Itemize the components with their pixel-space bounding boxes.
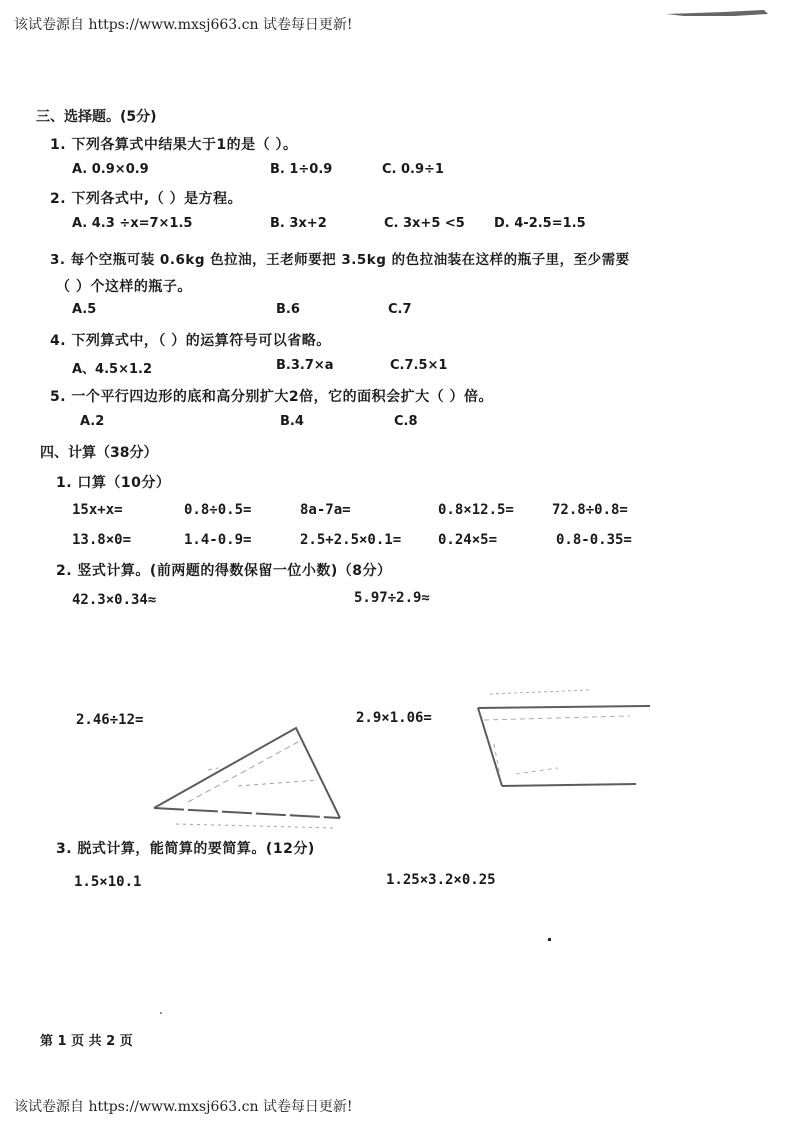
oral-row2-item5: 0.8-0.35= — [556, 532, 632, 548]
oral-row1-item2: 0.8÷0.5= — [184, 502, 252, 518]
q2-option-d: D. 4-2.5=1.5 — [494, 216, 586, 231]
q5-option-a: A.2 — [80, 414, 105, 429]
section4-title: 四、计算（38分） — [40, 445, 158, 461]
vertical-item-4: 2.9×1.06= — [356, 710, 432, 726]
scan-speck — [160, 1012, 162, 1014]
stepwise-item-2: 1.25×3.2×0.25 — [386, 872, 496, 888]
vertical-item-2: 5.97÷2.9≈ — [354, 590, 430, 606]
q5-option-c: C.8 — [394, 414, 418, 429]
q4-option-c: C.7.5×1 — [390, 358, 448, 373]
scan-smudge — [664, 4, 774, 20]
q3-option-b: B.6 — [276, 302, 300, 317]
vertical-item-1: 42.3×0.34≈ — [72, 592, 157, 608]
question-3-text-line2: （ ）个这样的瓶子。 — [56, 279, 192, 295]
section3-title: 三、选择题。(5分) — [36, 109, 157, 125]
q5-option-b: B.4 — [280, 414, 304, 429]
oral-row1-item1: 15x+x= — [72, 502, 123, 518]
oral-row2-item3: 2.5+2.5×0.1= — [300, 532, 402, 548]
vertical-item-3: 2.46÷12= — [76, 712, 144, 728]
watermark-bottom: 该试卷源自 https://www.mxsj663.cn 试卷每日更新! — [14, 1099, 353, 1115]
bleed-through-parallelogram — [470, 676, 680, 806]
oral-row1-item3: 8a-7a= — [300, 502, 351, 518]
question-2-text: 2. 下列各式中,（ ）是方程。 — [50, 191, 243, 207]
oral-row2-item2: 1.4-0.9= — [184, 532, 252, 548]
question-1-text: 1. 下列各算式中结果大于1的是（ ）。 — [50, 137, 298, 153]
q2-option-b: B. 3x+2 — [270, 216, 327, 231]
q1-option-c: C. 0.9÷1 — [382, 162, 444, 177]
oral-calc-title: 1. 口算（10分） — [56, 475, 171, 491]
watermark-top: 该试卷源自 https://www.mxsj663.cn 试卷每日更新! — [14, 17, 353, 33]
q2-option-c: C. 3x+5 <5 — [384, 216, 465, 231]
question-5-text: 5. 一个平行四边形的底和高分别扩大2倍，它的面积会扩大（ ）倍。 — [50, 389, 494, 405]
question-4-text: 4. 下列算式中，（ ）的运算符号可以省略。 — [50, 333, 331, 349]
q3-option-a: A.5 — [72, 302, 97, 317]
oral-row2-item4: 0.24×5= — [438, 532, 498, 548]
bleed-through-triangle — [148, 720, 348, 840]
question-3-text: 3. 每个空瓶可装 0.6kg 色拉油，王老师要把 3.5kg 的色拉油装在这样的瓶子里，至少需要 — [50, 252, 630, 268]
oral-row2-item1: 13.8×0= — [72, 532, 132, 548]
q2-option-a: A. 4.3 ÷x=7×1.5 — [72, 216, 193, 231]
vertical-calc-title: 2. 竖式计算。(前两题的得数保留一位小数)（8分） — [56, 563, 392, 579]
oral-row1-item4: 0.8×12.5= — [438, 502, 514, 518]
q1-option-a: A. 0.9×0.9 — [72, 162, 149, 177]
q3-option-c: C.7 — [388, 302, 412, 317]
q4-option-b: B.3.7×a — [276, 358, 334, 373]
page-number: 第 1 页 共 2 页 — [40, 1034, 133, 1049]
oral-row1-item5: 72.8÷0.8= — [552, 502, 628, 518]
stepwise-calc-title: 3. 脱式计算，能简算的要简算。(12分) — [56, 841, 315, 857]
q4-option-a: A、4.5×1.2 — [72, 362, 153, 377]
q1-option-b: B. 1÷0.9 — [270, 162, 333, 177]
stepwise-item-1: 1.5×10.1 — [74, 874, 142, 890]
scan-speck — [548, 938, 551, 941]
